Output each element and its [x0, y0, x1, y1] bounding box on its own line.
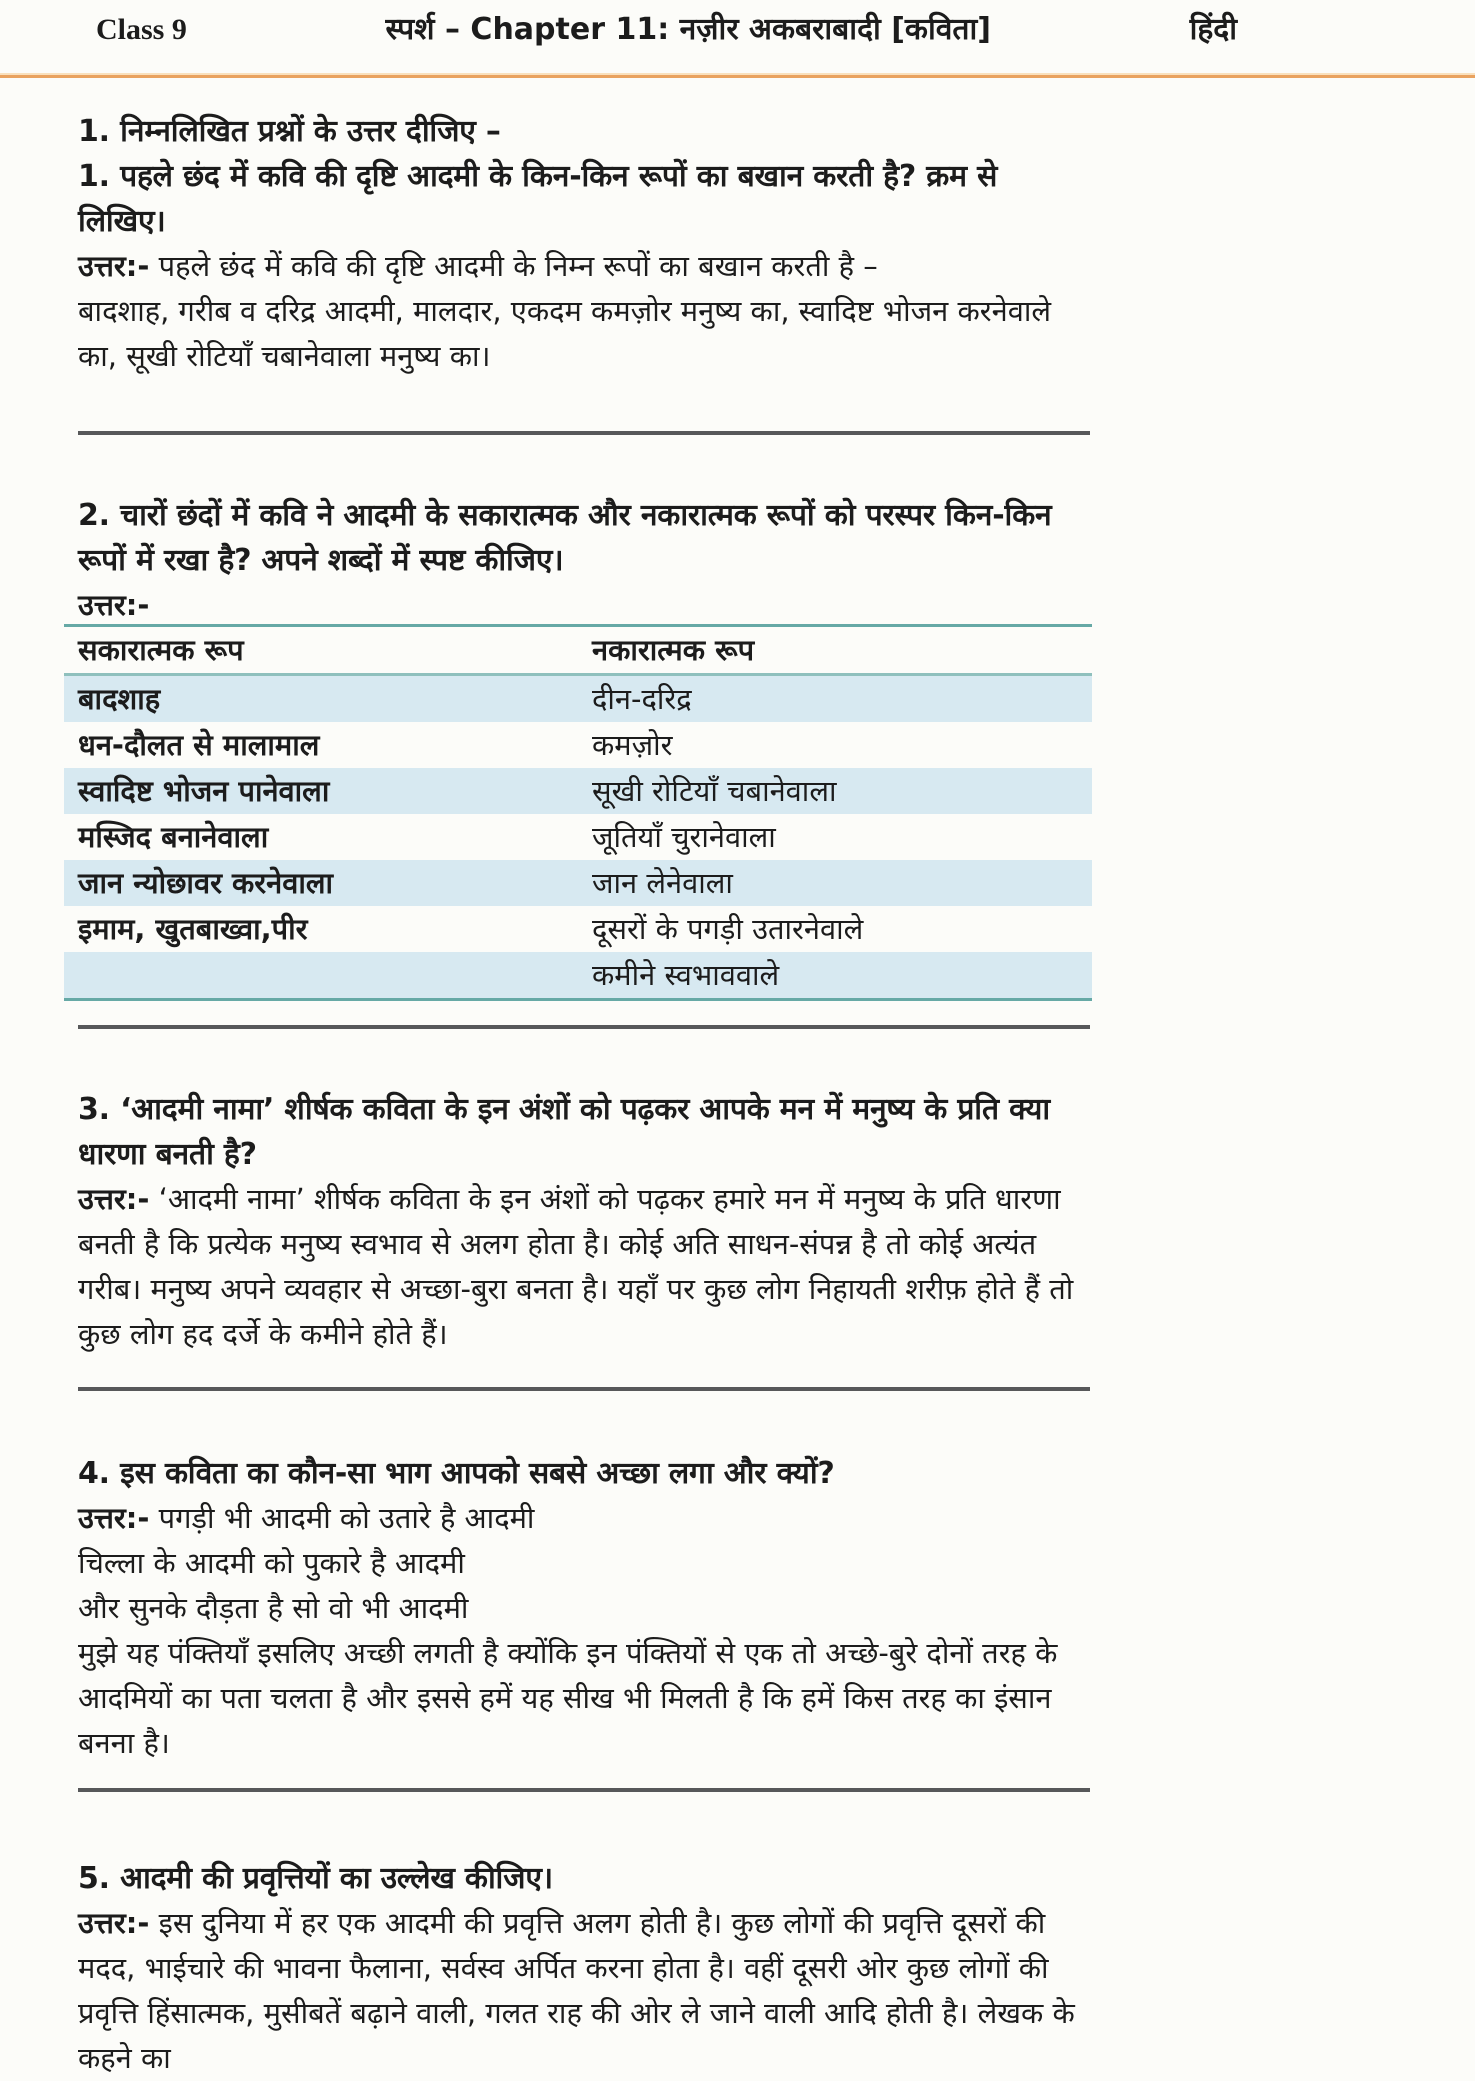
table-row: [64, 675, 1092, 723]
table-row: [64, 722, 1092, 768]
question-1: 1. पहले छंद में कवि की दृष्टि आदमी के किन-किन रूपों का बखान करती है? क्रम से लिखिए।: [78, 159, 998, 239]
answer-4-body: मुझे यह पंक्तियाँ इसलिए अच्छी लगती है क्योंकि इन पंक्तियों से एक तो अच्छे-बुरे दोनों तरह के आदमियों का पता चलता है और इससे हमें यह सीख भी मिलती है कि हमें किस तरह का इंसान बनना है।: [78, 1636, 1058, 1760]
question-3: 3. ‘आदमी नामा’ शीर्षक कविता के इन अंशों को पढ़कर आपके मन में मनुष्य के प्रति क्या धारणा बनती है?: [78, 1092, 1050, 1172]
answer-1-lead: [78, 244, 1090, 289]
answer-3: [78, 1177, 1090, 1357]
subject-label: हिंदी: [1189, 12, 1237, 47]
section-heading: 1. निम्नलिखित प्रश्नों के उत्तर दीजिए –: [78, 114, 501, 149]
table-cell: कमज़ोर: [592, 728, 673, 762]
section-divider: [78, 431, 1090, 435]
table-cell: जान न्योछावर करनेवाला: [78, 866, 334, 900]
answer-4-poem-line-3: और सुनके दौड़ता है सो वो भी आदमी: [78, 1591, 469, 1625]
question-2: 2. चारों छंदों में कवि ने आदमी के सकारात्मक और नकारात्मक रूपों को परस्पर किन-किन रूपों में रखा है? अपने शब्दों में स्पष्ट कीजिए।: [78, 498, 1052, 578]
answer-prefix: उत्तर:-: [78, 1182, 150, 1216]
question-5: 5. आदमी की प्रवृत्तियों का उल्लेख कीजिए।: [78, 1861, 553, 1896]
table-header-negative: नकारात्मक रूप: [578, 626, 1092, 675]
table-row: [64, 814, 1092, 860]
table-cell: धन-दौलत से मालामाल: [78, 728, 320, 762]
table-cell: दीन-दरिद्र: [592, 682, 692, 716]
table-row: [64, 768, 1092, 814]
answer-1-lead-text: पहले छंद में कवि की दृष्टि आदमी के निम्न रूपों का बखान करती है –: [158, 249, 878, 283]
table-cell: दूसरों के पगड़ी उतारनेवाले: [592, 912, 864, 946]
class-label: Class 9: [96, 13, 187, 46]
answer-prefix: उत्तर:-: [78, 588, 150, 622]
table-cell: [64, 952, 578, 1000]
table-row: [64, 952, 1092, 1000]
section-divider: [78, 1387, 1090, 1391]
content-column: [78, 109, 1090, 2081]
table-row: [64, 906, 1092, 952]
answer-5-text: इस दुनिया में हर एक आदमी की प्रवृत्ति अलग होती है। कुछ लोगों की प्रवृत्ति दूसरों की मदद, भाईचारे की भावना फैलाना, सर्वस्व अर्पित करना होता है। वहीं दूसरी ओर कुछ लोगों की प्रवृत्ति हिंसात्मक, मुसीबतें बढ़ाने वाली, गलत राह की ओर ले जाने वाली आदि होती है। लेखक के कहने का: [78, 1906, 1075, 2075]
answer-4-poem-line-2: चिल्ला के आदमी को पुकारे है आदमी: [78, 1546, 465, 1580]
table-cell: बादशाह: [78, 682, 161, 716]
poem-line-text: पगड़ी भी आदमी को उतारे है आदमी: [158, 1501, 535, 1535]
answer-2-label: [78, 583, 1090, 628]
answer-prefix: उत्तर:-: [78, 249, 150, 283]
table-cell: जूतियाँ चुरानेवाला: [592, 820, 776, 854]
question-4: 4. इस कविता का कौन-सा भाग आपको सबसे अच्छा लगा और क्यों?: [78, 1456, 835, 1491]
header-accent-line: [0, 75, 1475, 78]
table-cell: इमाम, खुतबाख्वा,पीर: [78, 912, 308, 946]
answer-prefix: उत्तर:-: [78, 1501, 150, 1535]
chapter-title: स्पर्श – Chapter 11: नज़ीर अकबराबादी [कविता]: [385, 12, 991, 47]
section-divider: [78, 1788, 1090, 1792]
table-row: [64, 860, 1092, 906]
table-cell: जान लेनेवाला: [592, 866, 733, 900]
table-cell: मस्जिद बनानेवाला: [78, 820, 269, 854]
page-header: [0, 0, 1475, 50]
table-cell: स्वादिष्ट भोजन पानेवाला: [78, 774, 330, 808]
table-header-positive: सकारात्मक रूप: [64, 626, 578, 675]
table-header-row: [64, 626, 1092, 675]
answer-4-poem-line-1: [78, 1496, 1090, 1541]
section-divider: [78, 1025, 1090, 1029]
comparison-table: [64, 624, 1092, 1001]
table-cell: सूखी रोटियाँ चबानेवाला: [592, 774, 837, 808]
answer-1-body: बादशाह, गरीब व दरिद्र आदमी, मालदार, एकदम कमज़ोर मनुष्य का, स्वादिष्ट भोजन करनेवाले का, सूखी रोटियाँ चबानेवाला मनुष्य का।: [78, 294, 1052, 373]
answer-3-text: ‘आदमी नामा’ शीर्षक कविता के इन अंशों को पढ़कर हमारे मन में मनुष्य के प्रति धारणा बनती है कि प्रत्येक मनुष्य स्वभाव से अलग होता है। कोई अति साधन-संपन्न है तो कोई अत्यंत गरीब। मनुष्य अपने व्यवहार से अच्छा-बुरा बनता है। यहाँ पर कुछ लोग निहायती शरीफ़ होते हैं तो कुछ लोग हद दर्जे के कमीने होते हैं।: [78, 1182, 1074, 1351]
answer-5: [78, 1901, 1090, 2081]
table-cell: कमीने स्वभाववाले: [592, 958, 780, 992]
answer-prefix: उत्तर:-: [78, 1906, 150, 1940]
